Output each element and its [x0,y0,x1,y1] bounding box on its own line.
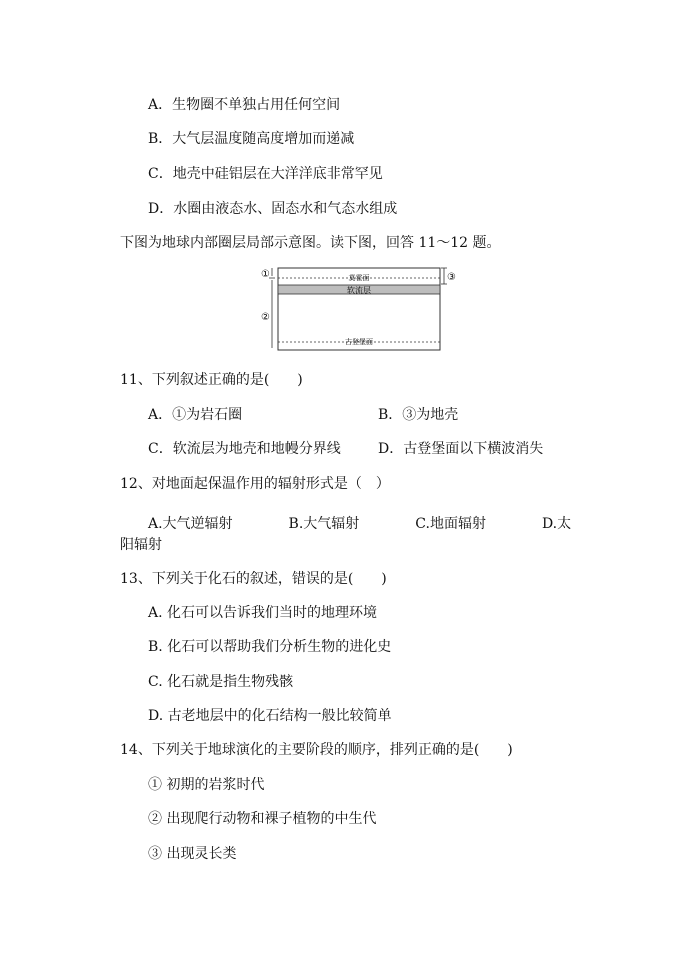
q13-option-a: A. 化石可以告诉我们当时的地理环境 [148,605,378,621]
moho-label: 莫霍面 [348,274,370,282]
q10-option-d: D．水圈由液态水、固态水和气态水组成 [148,201,398,217]
q12-options-line2: 阳辐射 [120,537,162,553]
diagram-intro: 下图为地球内部圈层局部示意图。读下图，回答 11～12 题。 [120,235,501,251]
q11-option-b: B．③为地壳 [378,407,459,423]
earth-layers-diagram [252,264,462,354]
q11-stem: 11、下列叙述正确的是( ) [120,372,303,388]
q10-option-b: B．大气层温度随高度增加而递减 [148,131,355,147]
q13-option-c: C. 化石就是指生物残骸 [148,674,294,690]
q13-option-d: D. 古老地层中的化石结构一般比较简单 [148,708,392,724]
q13-option-b: B. 化石可以帮助我们分析生物的进化史 [148,639,392,655]
q14-item-1: ① 初期的岩浆时代 [148,777,265,793]
q11-option-a: A．①为岩石圈 [148,407,243,423]
gutenberg-label: 古登堡面 [345,338,373,346]
q14-item-3: ③ 出现灵长类 [148,846,237,862]
q10-option-a: A．生物圈不单独占用任何空间 [148,97,341,113]
q14-item-2: ② 出现爬行动物和裸子植物的中生代 [148,811,377,827]
q11-option-d: D．古登堡面以下横波消失 [378,441,544,457]
q11-option-c: C．软流层为地壳和地幔分界线 [148,441,341,457]
q14-stem: 14、下列关于地球演化的主要阶段的顺序，排列正确的是( ) [120,742,513,758]
label-3: ③ [447,272,456,283]
q12-options-line1: A.大气逆辐射 B.大气辐射 C.地面辐射 D.太 [148,516,572,532]
asthenosphere-label: 软流层 [347,286,371,295]
q13-stem: 13、下列关于化石的叙述，错误的是( ) [120,571,387,587]
q12-stem: 12、对地面起保温作用的辐射形式是（ ） [120,476,390,492]
label-1: ① [261,269,270,280]
label-2: ② [261,312,270,323]
q10-option-c: C．地壳中硅铝层在大洋洋底非常罕见 [148,166,383,182]
